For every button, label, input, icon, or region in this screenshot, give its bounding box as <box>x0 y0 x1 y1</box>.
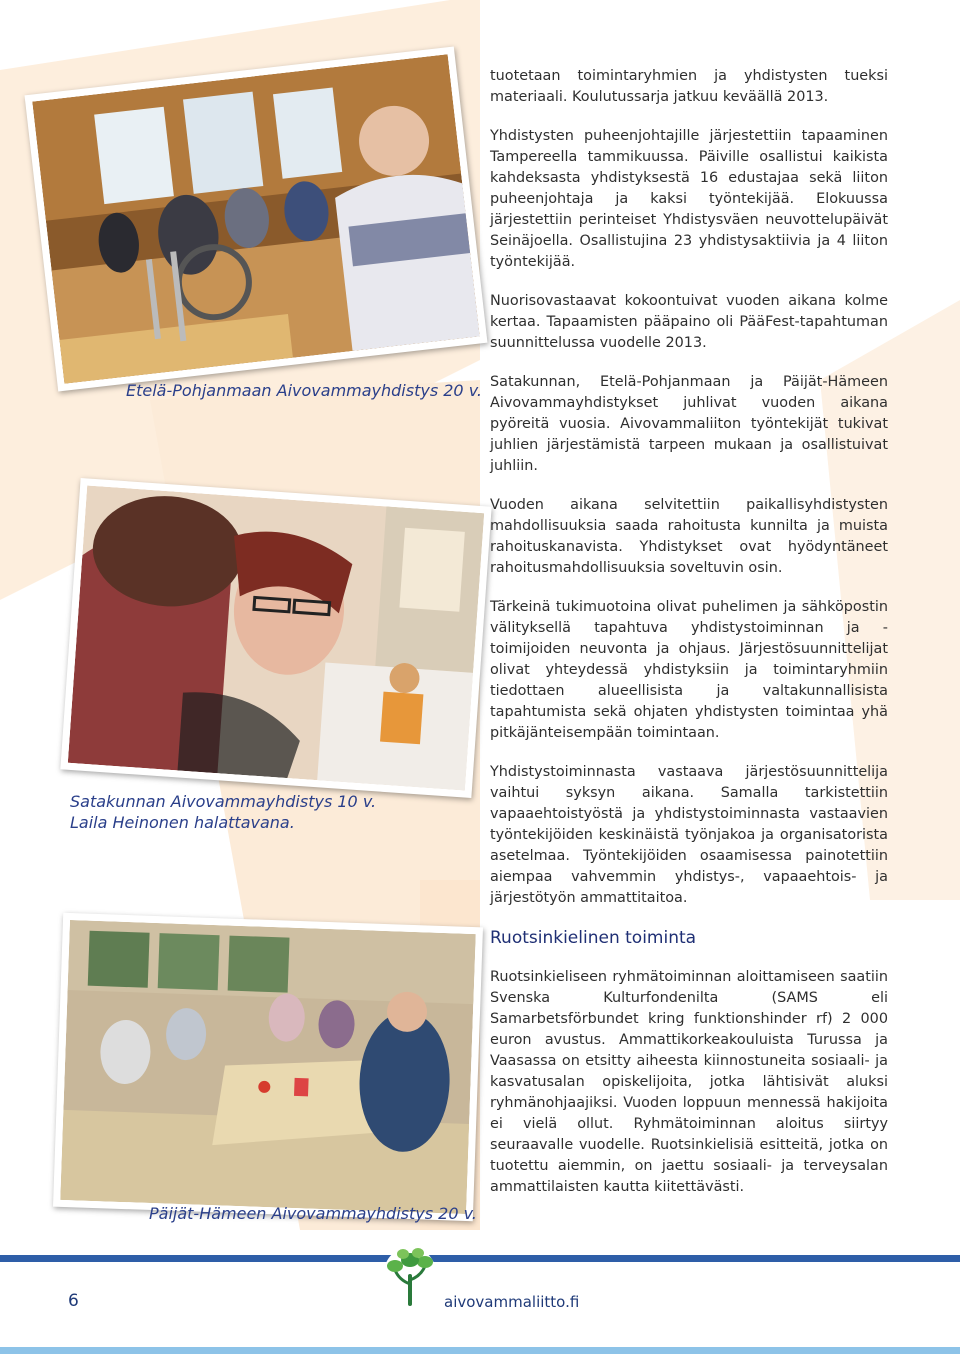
paragraph: Yhdistystoiminnasta vastaava järjestösuunnittelija vaihtui syksyn aikana. Samalla tarkistettiin vapaaehtoistyöstä ja yhdistystoiminnasta vastaavien työntekijöiden keskinäistä työnjakoa ja organisatorista asetelmaa. Työntekijöiden osaamisessa painotettiin aiempaa vahvemmin yhdistys-, vapaaehtois- ja järjestötyön ammattitaitoa. <box>490 764 888 906</box>
section-heading: Ruotsinkielinen toiminta <box>490 928 697 948</box>
photo-caption: Satakunnan Aivovammayhdistys 10 v. <box>70 792 377 811</box>
paragraph: Satakunnan, Etelä-Pohjanmaan ja Päijät-Hämeen Aivovammayhdistykset juhlivat vuoden aikana pyöreitä vuosia. Aivovammaliiton työntekijät tukivat juhlien järjestämistä tarpeen mukaan ja osallistuivat juhliin. <box>490 374 888 474</box>
paragraph: Vuoden aikana selvitettiin paikallisyhdistysten mahdollisuuksia saada rahoitusta kunnilta ja muista rahoituskanavista. Yhdistykset ovat hyödyntäneet rahoitusmahdollisuuksia soveltuvin osin. <box>490 497 888 576</box>
page-number: 6 <box>68 1291 79 1311</box>
website-link[interactable]: aivovammaliitto.fi <box>444 1293 580 1311</box>
photo-caption-subtitle: Laila Heinonen halattavana. <box>70 813 295 832</box>
photo-caption: Etelä-Pohjanmaan Aivovammayhdistys 20 v. <box>126 381 482 400</box>
tree-logo-icon <box>383 1246 437 1308</box>
article-text-column <box>490 66 888 1216</box>
photo-image <box>68 485 484 790</box>
photo-caption: Päijät-Hämeen Aivovammayhdistys 20 v. <box>149 1204 477 1223</box>
paragraph: Yhdistysten puheenjohtajille järjestettiin tapaaminen Tampereella tammikuussa. Päiville osallistui kaikista kahdeksasta yhdistyksestä 16 edustajaa sekä liiton puheenjohtaja ja kaksi työntekijää. Elokuussa järjestettiin perinteiset Yhdistysväen neuvottelupäivät Seinäjoella. Osallistujina 23 yhdistysaktiivia ja 4 liiton työntekijää. <box>490 128 888 270</box>
page-footer <box>0 1255 960 1354</box>
photo-image <box>32 54 479 383</box>
photo-hug <box>60 478 491 798</box>
photo-image <box>60 920 476 1214</box>
footer-bottom-band <box>0 1347 960 1354</box>
paragraph: Ruotsinkieliseen ryhmätoiminnan aloittamiseen saatiin Svenska Kulturfondenilta (SAMS eli Samarbetsförbundet kring funktionshinder rf) 2 000 euron avustus. Ammattikorkeakouluista Turussa ja Vaasassa on etsitty aiheesta kiinnostuneita sosiaali- ja kasvatusalan opiskelijoita, jotka lähtisivät aluksi ryhmänohjaajiksi. Vuoden loppuun mennessä hakijoita ei vielä ollut. Ryhmätoiminnan aloitus siirtyy seuraavalle vuodelle. Ruotsinkielisiä esitteitä, jotka on tuotettu aiemmin, on jaettu sosiaali- ja terveysalan ammattilaisten kautta kiitettävästi. <box>490 969 888 1195</box>
footer-top-band <box>0 1255 960 1262</box>
paragraph: Nuorisovastaavat kokoontuivat vuoden aikana kolme kertaa. Tapaamisten pääpaino oli PääFest-tapahtuman suunnittelussa vuodelle 2013. <box>490 293 888 351</box>
paragraph: Tärkeinä tukimuotoina olivat puhelimen ja sähköpostin välityksellä tapahtuva yhdistystoiminnan ja -toimijoiden neuvonta ja ohjaus. Järjestösuunnittelijat olivat yhteydessä yhdistyksiin ja toimintaryhmiin tiedottaen alueellisista ja valtakunnallisista tapahtumista sekä ohjaten yhdistysten toimintaa yhä pitkäjänteisempään toimintaan. <box>490 599 888 741</box>
photo-meeting-room <box>25 47 488 392</box>
photo-group-tables <box>53 913 483 1221</box>
paragraph: tuotetaan toimintaryhmien ja yhdistysten tueksi materiaali. Koulutussarja jatkuu keväällä 2013. <box>490 68 888 105</box>
